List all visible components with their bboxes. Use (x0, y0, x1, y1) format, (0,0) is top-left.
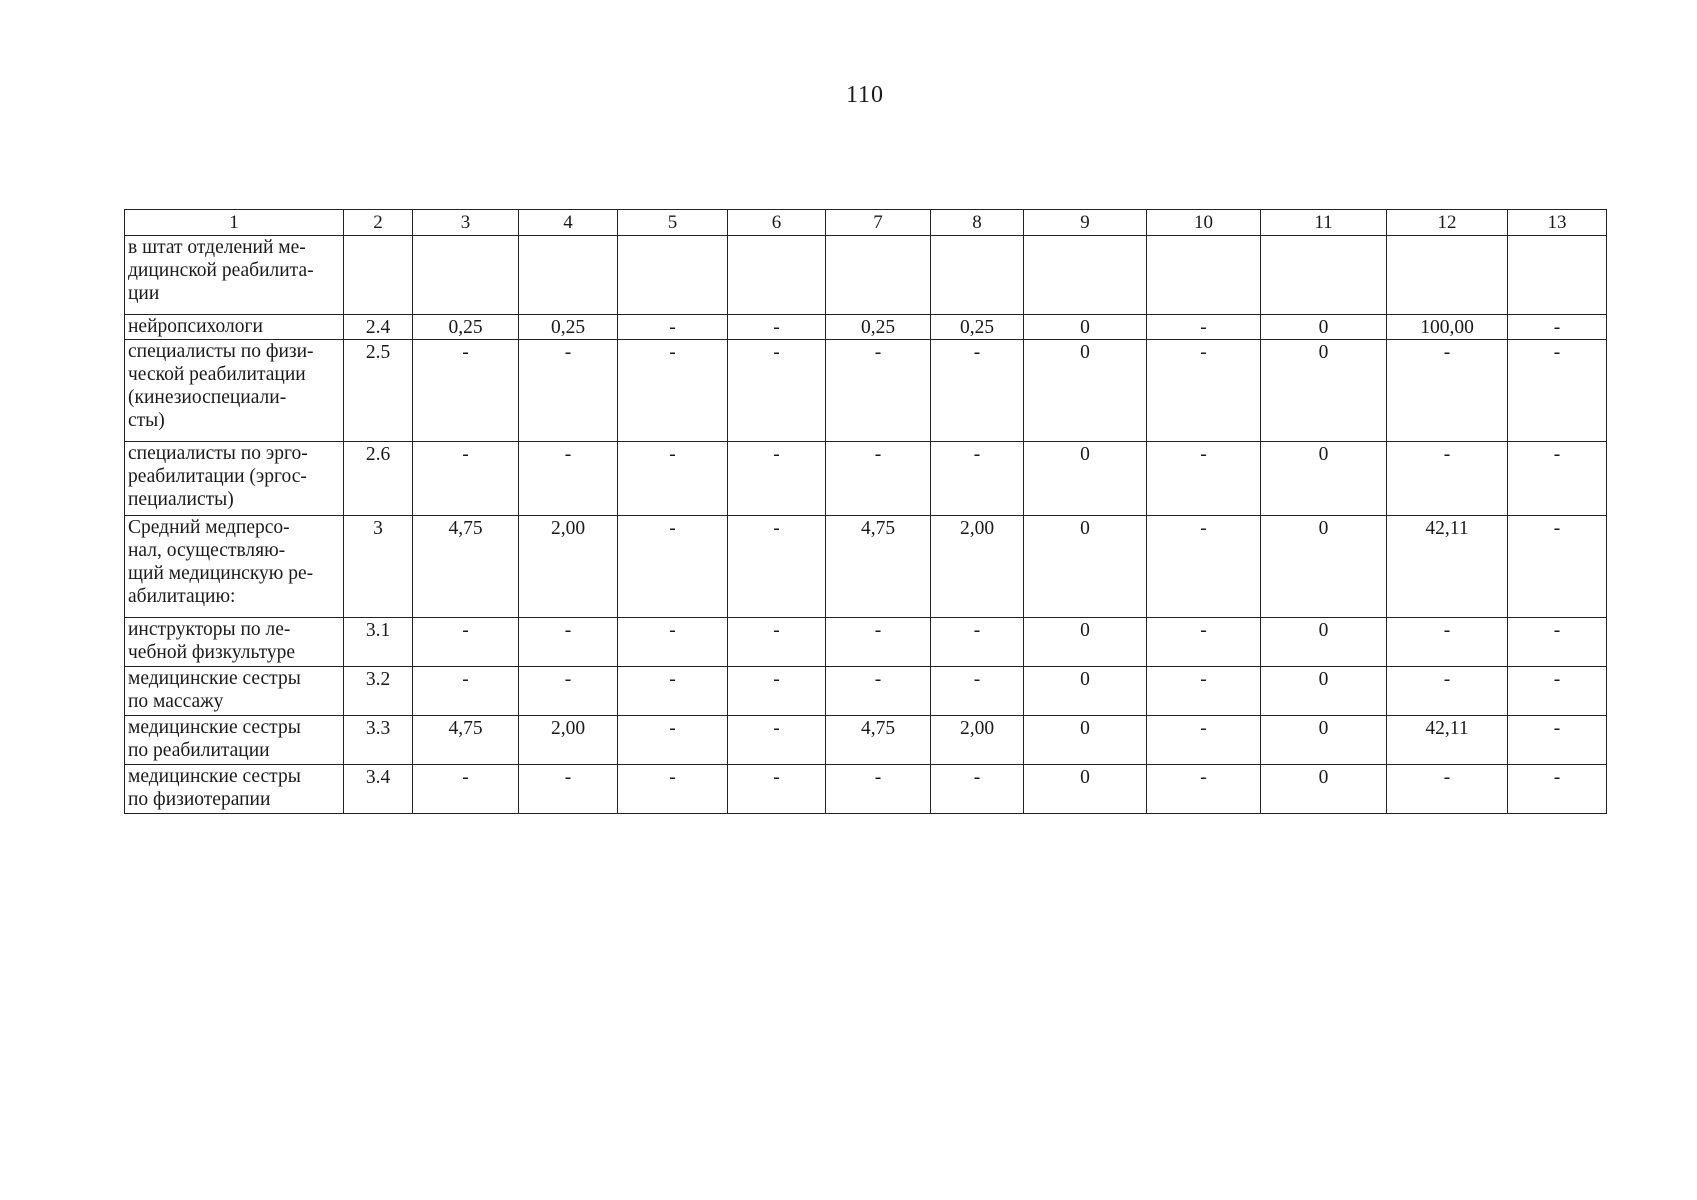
cell-value: 0,25 (931, 315, 1024, 340)
cell-value (413, 236, 519, 315)
row-name: специалисты по физи- ческой реабилитации (кинезиоспециали- сты) (125, 340, 344, 442)
cell-value: - (1147, 716, 1261, 765)
table-row (125, 667, 1607, 716)
column-number: 1 (125, 210, 344, 236)
cell-value: - (618, 340, 728, 442)
cell-value: 4,75 (826, 716, 931, 765)
table-row (125, 516, 1607, 618)
cell-value: 2,00 (931, 516, 1024, 618)
cell-value: - (1508, 442, 1607, 516)
cell-value: 42,11 (1387, 716, 1508, 765)
cell-value: - (1387, 442, 1508, 516)
cell-value: - (519, 442, 618, 516)
cell-value: - (618, 667, 728, 716)
row-code: 3.2 (344, 667, 413, 716)
cell-value: 0 (1261, 618, 1387, 667)
cell-value: - (1147, 618, 1261, 667)
row-code: 3.4 (344, 765, 413, 814)
cell-value: - (618, 315, 728, 340)
cell-value: - (931, 618, 1024, 667)
column-number: 10 (1147, 210, 1261, 236)
row-name: медицинские сестры по реабилитации (125, 716, 344, 765)
cell-value: - (1387, 340, 1508, 442)
row-name: медицинские сестры по физиотерапии (125, 765, 344, 814)
row-name: Средний медперсо- нал, осуществляю- щий медицинскую ре- абилитацию: (125, 516, 344, 618)
cell-value: - (1147, 340, 1261, 442)
column-number: 13 (1508, 210, 1607, 236)
column-number: 2 (344, 210, 413, 236)
row-code: 3.1 (344, 618, 413, 667)
cell-value: 100,00 (1387, 315, 1508, 340)
cell-value: - (519, 765, 618, 814)
column-number: 7 (826, 210, 931, 236)
cell-value: - (1387, 765, 1508, 814)
cell-value: - (519, 618, 618, 667)
cell-value: - (1387, 667, 1508, 716)
cell-value: 4,75 (413, 516, 519, 618)
row-code: 2.6 (344, 442, 413, 516)
column-number: 6 (728, 210, 826, 236)
cell-value: - (728, 667, 826, 716)
cell-value: - (826, 618, 931, 667)
cell-value: - (1508, 716, 1607, 765)
cell-value: - (728, 765, 826, 814)
cell-value: - (1147, 516, 1261, 618)
cell-value: 0 (1024, 516, 1147, 618)
table-header (125, 210, 1607, 236)
cell-value: - (826, 765, 931, 814)
row-name: медицинские сестры по массажу (125, 667, 344, 716)
cell-value: 2,00 (519, 716, 618, 765)
cell-value: - (1387, 618, 1508, 667)
cell-value: 0 (1261, 667, 1387, 716)
table-row (125, 618, 1607, 667)
row-name: специалисты по эрго- реабилитации (эргос- пециалисты) (125, 442, 344, 516)
table-row (125, 340, 1607, 442)
cell-value: - (1508, 340, 1607, 442)
staffing-table (124, 209, 1607, 814)
cell-value: - (728, 516, 826, 618)
row-code: 3 (344, 516, 413, 618)
cell-value: 0 (1024, 716, 1147, 765)
cell-value: 0 (1024, 315, 1147, 340)
cell-value: - (413, 442, 519, 516)
cell-value: - (728, 340, 826, 442)
cell-value (931, 236, 1024, 315)
cell-value: 4,75 (413, 716, 519, 765)
cell-value (826, 236, 931, 315)
cell-value: - (413, 765, 519, 814)
table-row (125, 765, 1607, 814)
cell-value: 2,00 (519, 516, 618, 618)
cell-value (1147, 236, 1261, 315)
cell-value: - (519, 340, 618, 442)
cell-value: - (413, 618, 519, 667)
column-number: 5 (618, 210, 728, 236)
cell-value: - (931, 667, 1024, 716)
table-row (125, 236, 1607, 315)
cell-value: 2,00 (931, 716, 1024, 765)
cell-value (618, 236, 728, 315)
cell-value: 0 (1024, 765, 1147, 814)
row-code: 2.4 (344, 315, 413, 340)
column-number: 9 (1024, 210, 1147, 236)
cell-value: - (618, 516, 728, 618)
cell-value: - (931, 442, 1024, 516)
cell-value: - (1508, 618, 1607, 667)
cell-value (519, 236, 618, 315)
cell-value: - (728, 442, 826, 516)
table-row (125, 315, 1607, 340)
row-name: инструкторы по ле- чебной физкультуре (125, 618, 344, 667)
cell-value: 0 (1024, 442, 1147, 516)
cell-value: - (728, 315, 826, 340)
cell-value: 0,25 (826, 315, 931, 340)
column-number: 3 (413, 210, 519, 236)
header-row (125, 210, 1607, 236)
column-number: 4 (519, 210, 618, 236)
row-name: нейропсихологи (125, 315, 344, 340)
cell-value: - (931, 765, 1024, 814)
cell-value: - (1147, 667, 1261, 716)
row-code: 2.5 (344, 340, 413, 442)
cell-value: - (826, 667, 931, 716)
column-number: 11 (1261, 210, 1387, 236)
cell-value: - (826, 340, 931, 442)
row-code (344, 236, 413, 315)
cell-value (728, 236, 826, 315)
cell-value: 0 (1261, 516, 1387, 618)
cell-value: - (1508, 667, 1607, 716)
table-row (125, 442, 1607, 516)
cell-value: - (618, 442, 728, 516)
cell-value: - (413, 667, 519, 716)
column-number: 8 (931, 210, 1024, 236)
cell-value: - (1147, 442, 1261, 516)
cell-value: 0 (1261, 315, 1387, 340)
staffing-table-container (124, 209, 1606, 814)
cell-value (1024, 236, 1147, 315)
cell-value: 0,25 (519, 315, 618, 340)
cell-value: 0 (1261, 442, 1387, 516)
cell-value (1261, 236, 1387, 315)
cell-value: 4,75 (826, 516, 931, 618)
cell-value: 0 (1024, 667, 1147, 716)
cell-value: 0 (1024, 340, 1147, 442)
cell-value: - (413, 340, 519, 442)
cell-value: - (728, 716, 826, 765)
cell-value: 0,25 (413, 315, 519, 340)
cell-value: - (728, 618, 826, 667)
cell-value: - (1508, 765, 1607, 814)
table-body (125, 236, 1607, 814)
cell-value: - (1147, 765, 1261, 814)
cell-value: - (1508, 315, 1607, 340)
cell-value (1387, 236, 1508, 315)
cell-value (1508, 236, 1607, 315)
cell-value: - (618, 716, 728, 765)
row-code: 3.3 (344, 716, 413, 765)
cell-value: - (1147, 315, 1261, 340)
table-row (125, 716, 1607, 765)
cell-value: - (618, 765, 728, 814)
cell-value: - (931, 340, 1024, 442)
cell-value: - (519, 667, 618, 716)
cell-value: 0 (1261, 340, 1387, 442)
cell-value: 0 (1261, 716, 1387, 765)
cell-value: - (1508, 516, 1607, 618)
row-name: в штат отделений ме- дицинской реабилита- ции (125, 236, 344, 315)
cell-value: 42,11 (1387, 516, 1508, 618)
page-number: 110 (845, 82, 885, 108)
cell-value: - (826, 442, 931, 516)
cell-value: 0 (1261, 765, 1387, 814)
column-number: 12 (1387, 210, 1508, 236)
cell-value: - (618, 618, 728, 667)
cell-value: 0 (1024, 618, 1147, 667)
